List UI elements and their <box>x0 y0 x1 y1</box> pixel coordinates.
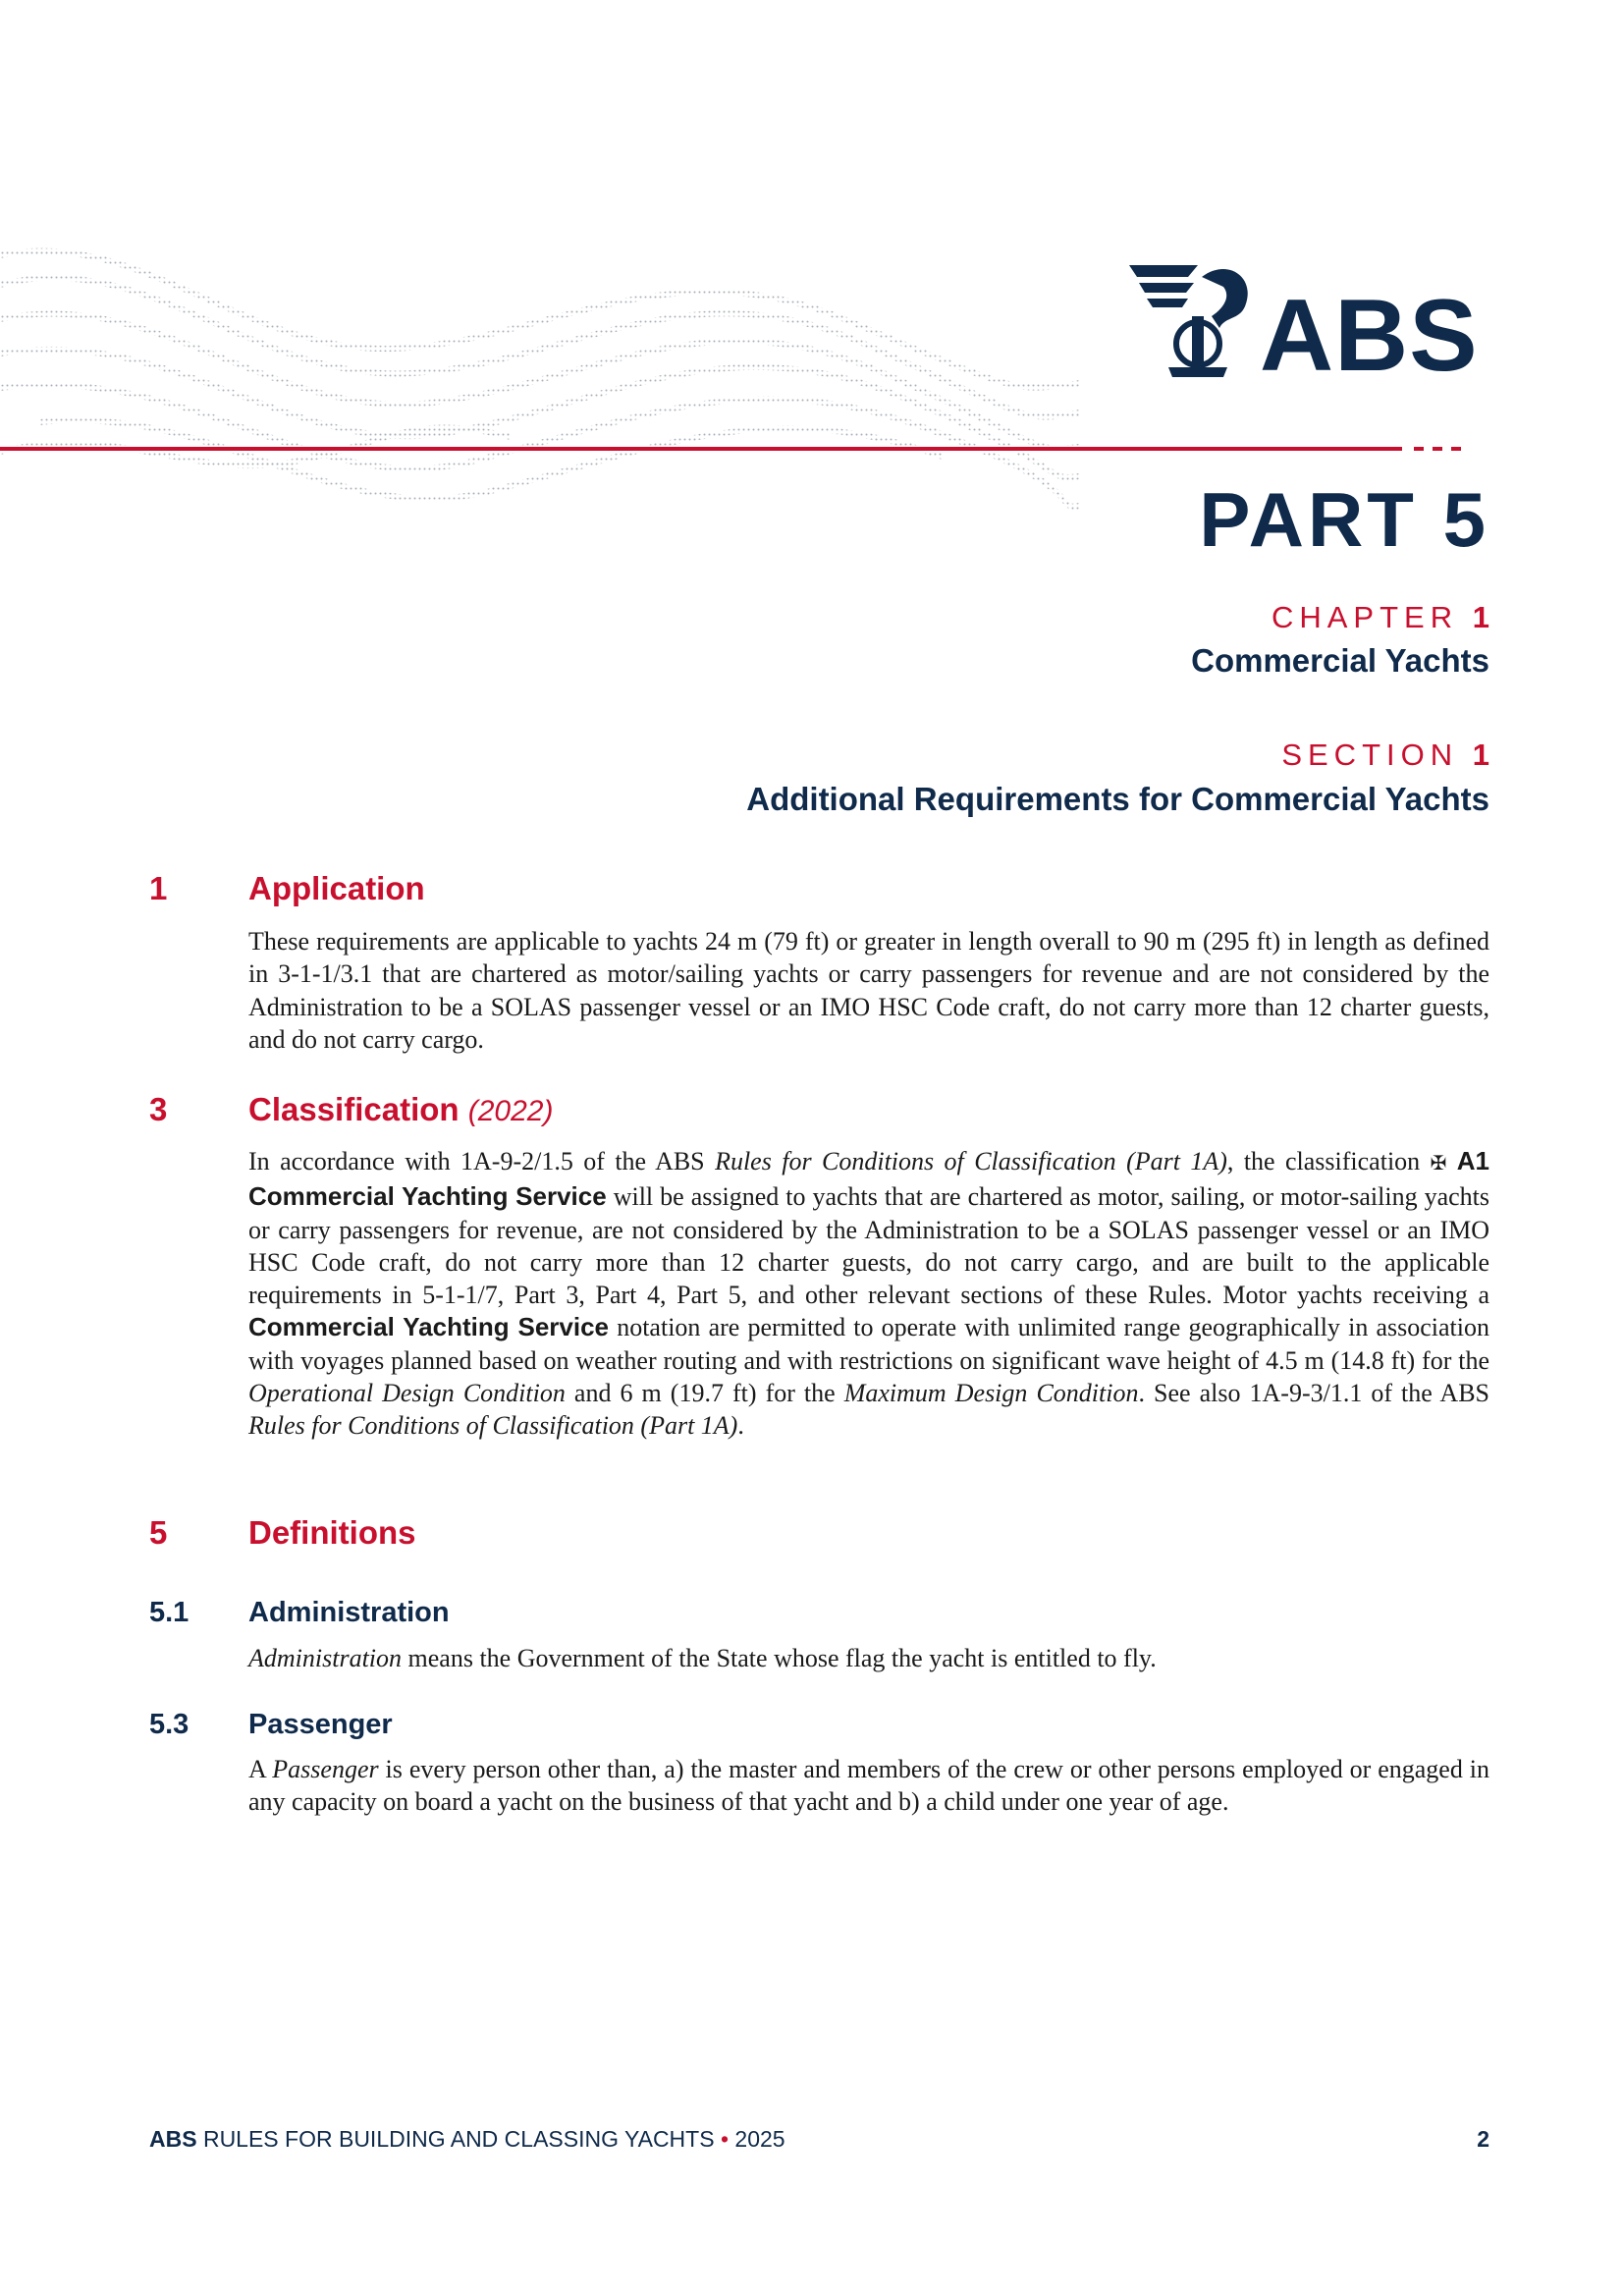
header-red-rule <box>0 447 1402 451</box>
application-paragraph: These requirements are applicable to yachts 24 m (79 ft) or greater in length overall to 90 m (295 ft) in length as defined in 3-1-1/3.1 that are chartered as motor/sailing yachts or carry passengers for revenue and are not considered by the Administration to be a SOLAS passenger vessel or an IMO HSC Code craft, do not carry more than 12 charter guests, and do not carry cargo. <box>248 927 1489 1054</box>
classification-paragraph: In accordance with 1A-9-2/1.5 of the ABS Rules for Conditions of Classification (Part 1A), the classification ✠ A1 Commercial Yachting Service will be assigned to yachts that are chartered as motor, sailing, or motor-sailing yachts or carry passengers for revenue, are not considered by the Administration to be a SOLAS passenger vessel or an IMO HSC Code craft, do not carry more than 12 charter guests, do not carry cargo, and are built to the applicable requirements in 5-1-1/7, Part 3, Part 4, Part 5, and other relevant sections of these Rules. Motor yachts receiving a Commercial Yachting Service notation are permitted to operate with unlimited range geographically in association with voyages planned based on weather routing and with restrictions on significant wave height of 4.5 m (14.8 ft) for the Operational Design Condition and 6 m (19.7 ft) for the Maximum Design Condition. See also 1A-9-3/1.1 of the ABS Rules for Conditions of Classification (Part 1A). <box>248 1146 1490 1441</box>
maltese-cross-icon: ✠ <box>1430 1153 1447 1175</box>
footer-title: ABS RULES FOR BUILDING AND CLASSING YACHTS • 2025 <box>149 2126 785 2152</box>
section-heading-definitions: Definitions <box>248 1514 416 1551</box>
header-rule-dots <box>1414 447 1461 451</box>
abs-eagle-logo-icon <box>1129 257 1257 385</box>
subsection-heading-administration: Administration <box>248 1597 450 1628</box>
section-heading-classification: Classification (2022) <box>248 1091 554 1127</box>
decorative-wave-graphic <box>0 226 1080 599</box>
subsection-heading-passenger: Passenger <box>248 1709 393 1740</box>
page-number: 2 <box>1477 2126 1489 2152</box>
part-title: PART 5 <box>1199 476 1489 563</box>
subsection-number: 5.1 <box>149 1597 189 1628</box>
section-heading-application: Application <box>248 870 425 906</box>
chapter-label: CHAPTER 1 <box>1271 600 1489 634</box>
subsection-number: 5.3 <box>149 1709 189 1740</box>
section-number: 3 <box>149 1091 168 1127</box>
abs-logo-wordmark: ABS <box>1260 279 1479 393</box>
section-label: SECTION 1 <box>1281 738 1489 772</box>
chapter-title: Commercial Yachts <box>1191 642 1489 679</box>
section-title: Additional Requirements for Commercial Yachts <box>746 781 1489 817</box>
passenger-definition: A Passenger is every person other than, a) the master and members of the crew or other persons employed or engaged in any capacity on board a yacht on the business of that yacht and b) a child under one year of age. <box>248 1755 1490 1817</box>
section-number: 5 <box>149 1514 168 1551</box>
section-number: 1 <box>149 870 168 906</box>
administration-definition: Administration means the Government of the State whose flag the yacht is entitled to fly. <box>248 1644 1157 1672</box>
